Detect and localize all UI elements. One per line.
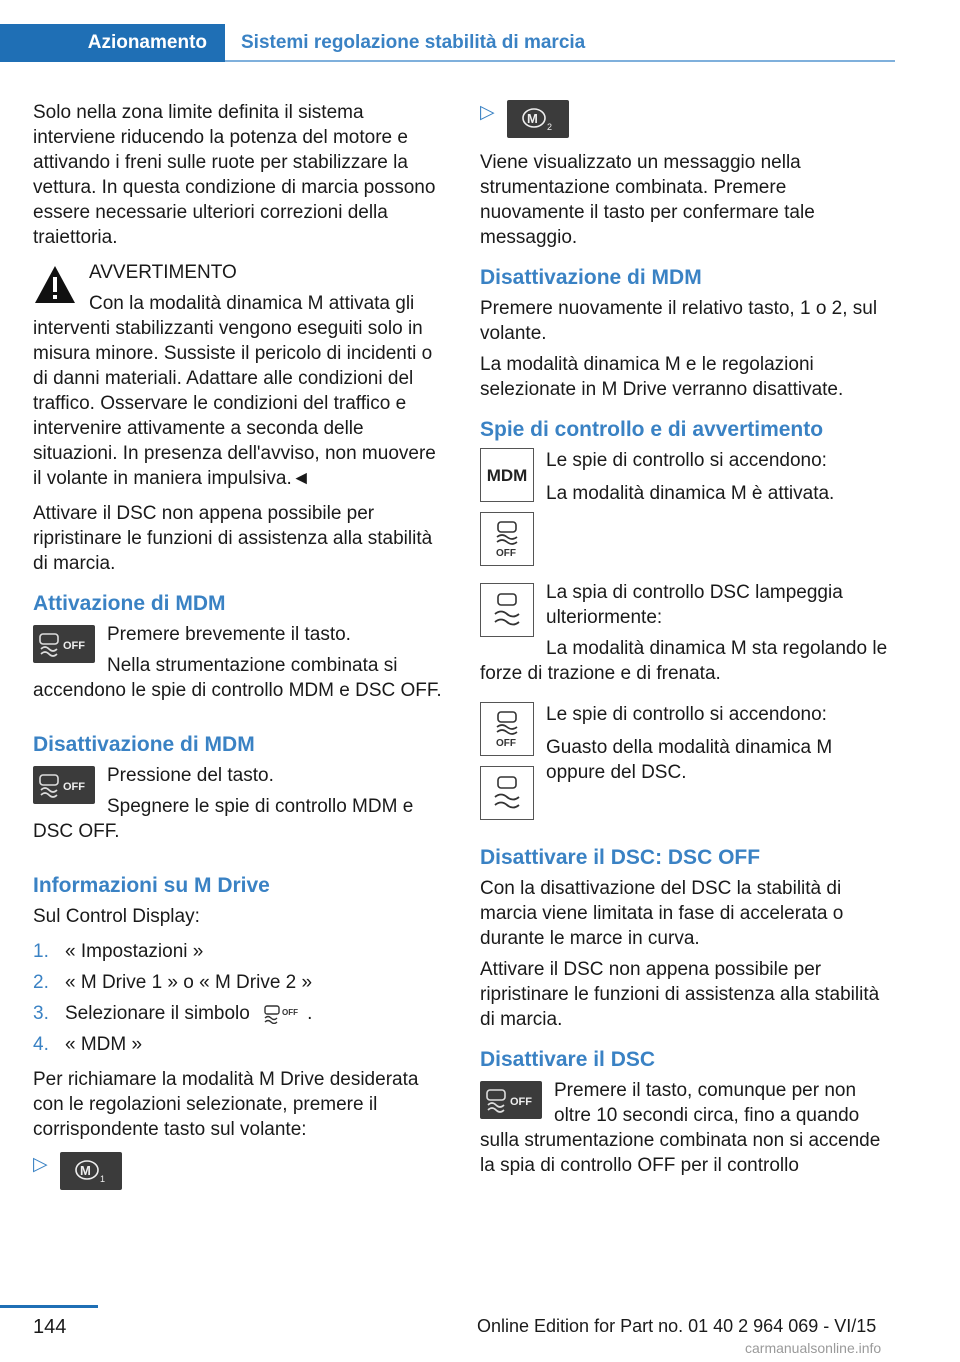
mdm-lamp-icon: MDM (480, 448, 534, 502)
header-divider (225, 60, 895, 62)
lamp1-line-2: La modalità dinamica M è attivata. (546, 483, 835, 504)
lamp-group-1 (480, 448, 894, 566)
list-item: 1. « Impostazioni » (33, 941, 204, 962)
heading-dsc-off: Disattivare il DSC: DSC OFF (480, 846, 761, 869)
dsc-off-symbol-icon (263, 1004, 303, 1024)
triangle-bullet-icon: ▷ (33, 1154, 48, 1175)
section-tab: Azionamento (0, 24, 225, 62)
lamp3-line-2: Guasto della modalità dinamica M oppure del DSC. (546, 737, 833, 783)
control-display-intro: Sul Control Display: (33, 906, 200, 927)
lamp-group-2 (480, 580, 894, 686)
dsc-off-paragraph: Con la disattivazione del DSC la stabilità di marcia viene limitata in fase di accelerata o durante le marce in curva. (480, 878, 844, 949)
heading-m-drive-info: Informazioni su M Drive (33, 874, 270, 897)
svg-text:OFF: OFF (510, 1096, 532, 1108)
svg-text:OFF: OFF (496, 738, 516, 749)
list-item: 2. « M Drive 1 » o « M Drive 2 » (33, 972, 313, 993)
page-number: 144 (33, 1316, 67, 1338)
svg-text:M: M (79, 1163, 91, 1178)
watermark: carmanualsonline.info (745, 1340, 882, 1356)
steps-list (33, 939, 447, 1057)
footer-accent-line (0, 1305, 98, 1308)
disable-dsc-block (480, 1078, 894, 1178)
lamp1-line-1: Le spie di controllo si accendono: (546, 450, 827, 471)
warning-triangle-icon (33, 263, 77, 307)
deactivate-instruction: Premere nuovamente il relativo tasto, 1 o 2, sul volante. (480, 298, 878, 344)
lamp2-line-2: La modalità dinamica M sta regolando le forze di trazione e di frenata. (480, 638, 888, 684)
dsc-off-button-icon (33, 766, 95, 804)
deactivate-result: La modalità dinamica M e le regolazioni selezionate in M Drive verranno disattivate. (480, 354, 844, 400)
intro-paragraph: Solo nella zona limite definita il sistema interviene riducendo la potenza del motore e attivando i freni sulle ruote per stabilizzare la vettura. In questa condizione di marcia possono essere necessarie ulteriori correzioni della traiettoria. (33, 102, 436, 248)
deactivate-step-2: Spegnere le spie di controllo MDM e DSC OFF. (33, 796, 414, 842)
heading-deactivate-mdm: Disattivazione di MDM (33, 733, 255, 756)
lamp3-line-1: Le spie di controllo si accendono: (546, 704, 827, 725)
heading-activate-mdm: Attivazione di MDM (33, 592, 226, 615)
svg-text:M: M (526, 111, 538, 126)
m-drive-recall-paragraph: Per richiamare la modalità M Drive desiderata con le regolazioni selezionate, premere il corrispondente tasto sul volante: (33, 1069, 419, 1140)
heading-deactivate-mdm-2: Disattivazione di MDM (480, 266, 702, 289)
svg-text:OFF: OFF (282, 1007, 299, 1017)
activate-step-1: Premere brevemente il tasto. (107, 624, 351, 645)
dsc-off-lamp-icon (480, 702, 534, 756)
list-item: 4. « MDM » (33, 1034, 143, 1055)
warning-text: Con la modalità dinamica M attivata gli interventi stabilizzanti vengono eseguiti solo in misura minore. Sussiste il pericolo di incidenti o di danni materiali. Adattare alle condizioni del traffico. Osservare le condizioni del traffico e intervenire attivamente a seconda delle situazioni. In presenza dell'avviso, non muovere il volante in maniera impulsiva.◄ (33, 293, 436, 489)
lamp2-line-1: La spia di controllo DSC lampeggia ulteriormente: (546, 582, 843, 628)
list-item: 3. Selezionare il simbolo OFF . (33, 1003, 313, 1024)
right-column (480, 100, 894, 1188)
activate-block (33, 622, 447, 703)
svg-text:OFF: OFF (63, 640, 85, 652)
page-header (0, 24, 895, 62)
confirm-message-paragraph: Viene visualizzato un messaggio nella strumentazione combinata. Premere nuovamente il tasto per confermare tale messaggio. (480, 152, 815, 248)
dsc-lamp-icon (480, 766, 534, 820)
deactivate-block (33, 763, 447, 844)
dsc-restore-paragraph: Attivare il DSC non appena possibile per ripristinare le funzioni di assistenza alla stabilità di marcia. (33, 503, 433, 574)
heading-indicator-lights: Spie di controllo e di avvertimento (480, 418, 824, 441)
m2-button-icon (507, 100, 569, 138)
triangle-bullet-icon: ▷ (480, 102, 495, 123)
dsc-restore-paragraph-2: Attivare il DSC non appena possibile per ripristinare le funzioni di assistenza alla stabilità di marcia. (480, 959, 880, 1030)
deactivate-step-1: Pressione del tasto. (107, 765, 274, 786)
lamp-group-3 (480, 702, 894, 820)
heading-disable-dsc: Disattivare il DSC (480, 1048, 656, 1071)
m2-row (480, 100, 894, 138)
svg-text:2: 2 (546, 122, 552, 132)
activate-step-2: Nella strumentazione combinata si accendono le spie di controllo MDM e DSC OFF. (33, 655, 442, 701)
left-column (33, 100, 447, 1190)
dsc-lamp-icon (480, 583, 534, 637)
warning-title: AVVERTIMENTO (89, 262, 237, 283)
svg-text:OFF: OFF (63, 781, 85, 793)
subsection-title: Sistemi regolazione stabilità di marcia (241, 32, 586, 53)
svg-text:1: 1 (99, 1174, 105, 1184)
dsc-off-button-icon (33, 625, 95, 663)
svg-text:OFF: OFF (496, 548, 516, 559)
m1-button-icon (60, 1152, 122, 1190)
edition-note: Online Edition for Part no. 01 40 2 964 069 - VI/15 (477, 1316, 877, 1336)
m1-row (33, 1152, 447, 1190)
warning-block (33, 260, 447, 491)
dsc-off-lamp-icon (480, 512, 534, 566)
disable-dsc-paragraph: Premere il tasto, comunque per non oltre 10 secondi circa, fino a quando sulla strumentazione combinata non si accende la spia di controllo OFF per il controllo (480, 1080, 881, 1176)
dsc-off-button-icon (480, 1081, 542, 1119)
